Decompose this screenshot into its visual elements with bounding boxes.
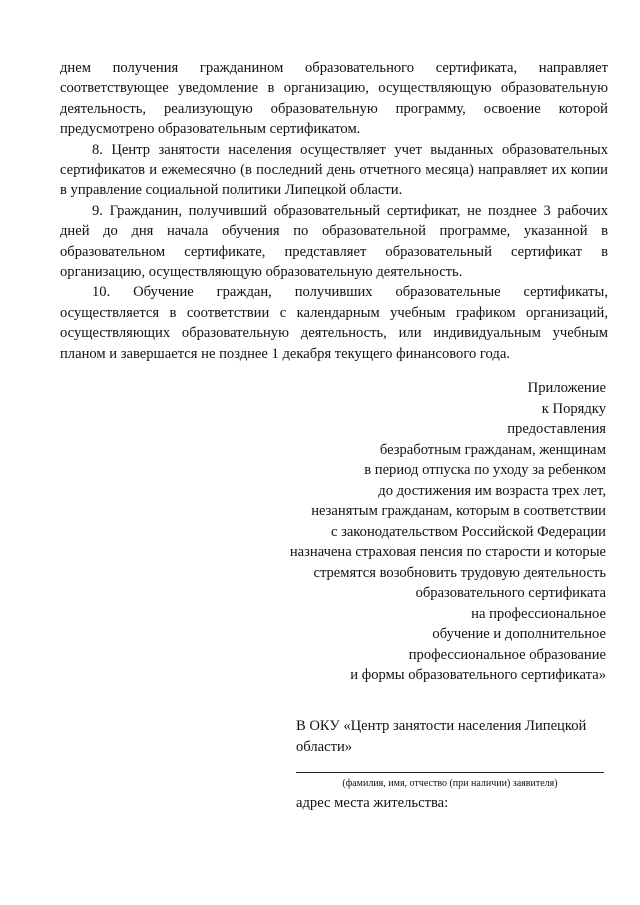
appendix-line: с законодательством Российской Федерации bbox=[330, 523, 606, 540]
appendix-line: на профессиональное bbox=[471, 605, 606, 622]
appendix-line: Приложение bbox=[527, 380, 606, 396]
applicant-name-caption: (фамилия, имя, отчество (при наличии) заявителя) bbox=[342, 778, 558, 789]
appendix-header bbox=[240, 378, 606, 686]
appendix-line: образовательного сертификата bbox=[415, 585, 606, 601]
appendix-line: стремятся возобновить трудовую деятельность bbox=[313, 564, 606, 581]
appendix-line: предоставления bbox=[507, 421, 606, 437]
body-text bbox=[60, 58, 608, 364]
recipient: В ОКУ «Центр занятости населения Липецкой области» bbox=[296, 718, 587, 755]
address-block bbox=[296, 716, 608, 813]
residence-label: адрес места жительства: bbox=[296, 795, 449, 811]
paragraph-continuation: днем получения гражданином образовательного сертификата, направляет соответствующее уведомление в организацию, осуществляющую образовательную деятельность, реализующую образовательную программу, освоение которой предусмотрено образовательным сертификатом. bbox=[60, 60, 608, 138]
paragraph-9: 9. Гражданин, получивший образовательный сертификат, не позднее 3 рабочих дней до дня начала обучения по образовательной программе, указанной в образовательном сертификате, представляет образовательный сертификат в организацию, осуществляющую образовательную деятельность. bbox=[60, 202, 608, 281]
paragraph-8: 8. Центр занятости населения осуществляет учет выданных образовательных сертификатов и ежемесячно (в последний день отчетного месяца) направляет их копии в управление социальной политики Липецкой области. bbox=[60, 141, 608, 199]
appendix-line: безработным гражданам, женщинам bbox=[379, 441, 606, 458]
appendix-line: профессиональное образование bbox=[408, 646, 606, 663]
paragraph-10: 10. Обучение граждан, получивших образовательные сертификаты, осуществляется в соответствии с календарным учебным графиком организаций, осуществляющих образовательную деятельность, или индивидуальным учебным планом и завершается не позднее 1 декабря текущего финансового года. bbox=[60, 284, 608, 362]
appendix-line: назначена страховая пенсия по старости и которые bbox=[289, 544, 606, 560]
appendix-line: к Порядку bbox=[541, 400, 606, 417]
appendix-line: и формы образовательного сертификата» bbox=[350, 667, 606, 683]
appendix-line: обучение и дополнительное bbox=[432, 626, 606, 642]
appendix-line: в период отпуска по уходу за ребенком bbox=[364, 462, 606, 478]
appendix-line: незанятым гражданам, которым в соответствии bbox=[311, 503, 606, 519]
appendix-line: до достижения им возраста трех лет, bbox=[378, 482, 606, 499]
applicant-name-line bbox=[296, 771, 604, 773]
